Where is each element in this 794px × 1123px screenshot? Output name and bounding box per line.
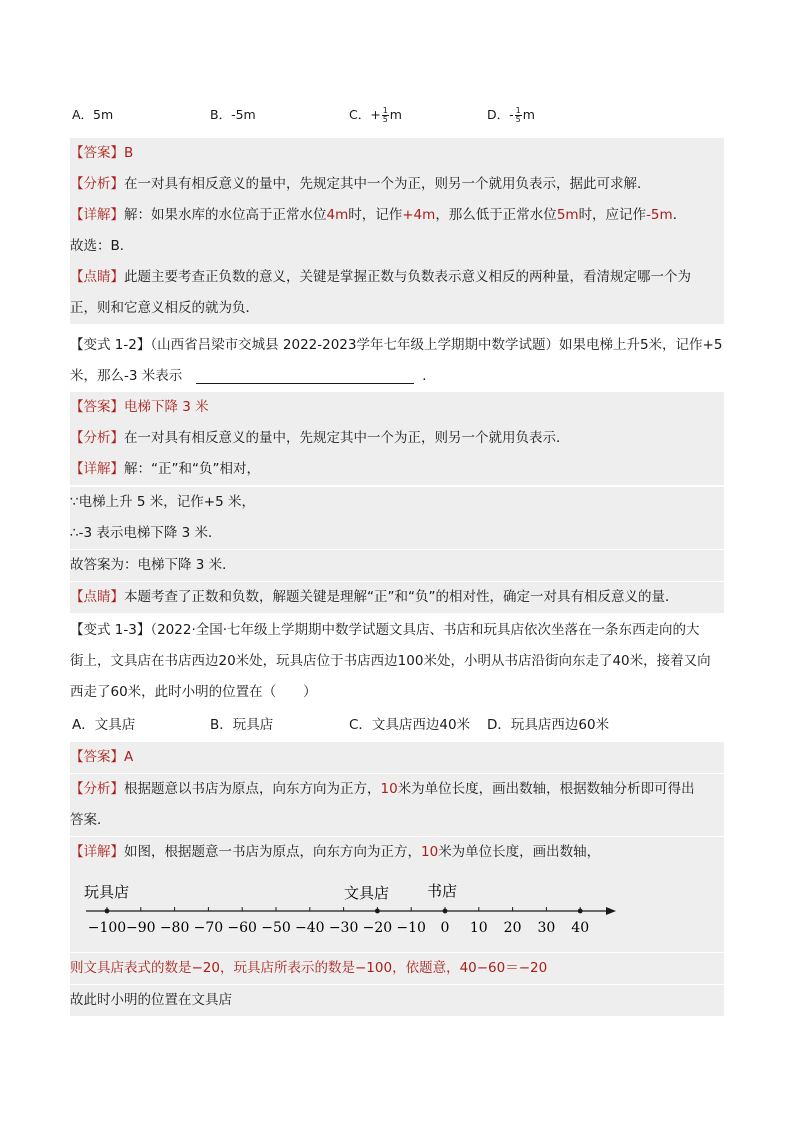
q1-option-c-prefix: C．+: [349, 107, 381, 122]
q3-option-a: A．文具店: [72, 717, 136, 733]
detail-text: 如图，根据题意一书店为原点，向东方向为正方，: [124, 844, 421, 860]
tick-label: −30: [328, 920, 359, 936]
tick-label: −20: [362, 920, 393, 936]
tick-label: 30: [537, 920, 556, 936]
detail-label: 【详解】: [70, 844, 124, 860]
tick-label: 10: [469, 920, 488, 936]
comment-label: 【点睛】: [70, 269, 124, 285]
q2-title-text: （山西省吕梁市交城县 2022-2023学年七年级上学期期中数学试题）如果电梯上升5米，记作+5: [150, 337, 723, 353]
arrow-right-icon: [606, 907, 616, 915]
q3-result: [70, 953, 724, 984]
q2-title-cont: [70, 361, 724, 392]
tick-label: −50: [261, 920, 291, 936]
detail-text: 解：如果水库的水位高于正常水位: [124, 207, 327, 223]
fraction-numerator: 1: [382, 106, 388, 115]
label-toy-store: 玩具店: [84, 883, 130, 901]
number-line-point: [105, 909, 110, 914]
tick-label: 20: [503, 920, 522, 936]
q3-title: [70, 615, 724, 646]
q3-option-b: B．玩具店: [210, 717, 274, 733]
answer-label: 【答案】: [70, 399, 124, 415]
q3-title-cont-2: 西走了60米，此时小明的位置在（ ）: [70, 684, 317, 700]
q2-comment: [70, 582, 724, 613]
detail-label: 【详解】: [70, 207, 124, 223]
q1-option-b: B．-5m: [210, 107, 256, 122]
detail-text: 时，应记作: [578, 207, 647, 223]
analysis-label: 【分析】: [70, 781, 124, 797]
q1-option-d-fraction: [515, 107, 522, 124]
comment-text: 此题主要考查正负数的意义，关键是掌握正数与负数表示意义相反的两种量，看清规定哪一个为: [124, 269, 691, 285]
number-line-point: [375, 909, 380, 914]
analysis-text: 在一对具有相反意义的量中，先规定其中一个为正，则另一个就用负表示，据此可求解．: [124, 176, 651, 192]
fraction-denominator: 5: [382, 115, 388, 124]
result-text: 则文具店表式的数是−20，玩具店所表示的数是−100，依题意，40−60＝−20: [70, 960, 548, 976]
number-line-figure: [70, 868, 724, 952]
q3-analysis: [70, 774, 724, 805]
q1-option-c: [349, 106, 402, 124]
q2-step-b: ∴-3 表示电梯下降 3 米．: [70, 518, 724, 549]
tick-label: 40: [571, 920, 590, 936]
detail-value: -5m: [646, 207, 673, 223]
number-line-point: [443, 909, 448, 914]
q3-title-label: 【变式 1-3】: [70, 622, 151, 638]
analysis-text: 在一对具有相反意义的量中，先规定其中一个为正，则另一个就用负表示．: [124, 430, 570, 446]
detail-text: ．: [672, 207, 687, 223]
tick-label: −70: [193, 920, 224, 936]
fraction-denominator: 5: [515, 115, 521, 124]
analysis-text: 根据题意以书店为原点，向东方向为正方，: [124, 781, 381, 797]
q3-option-c: C．文具店西边40米: [349, 717, 471, 733]
detail-value: 4m: [326, 207, 349, 223]
q2-analysis: [70, 423, 724, 454]
q1-option-a: A．5m: [72, 107, 114, 122]
q1-comment: [70, 262, 724, 293]
answer-label: 【答案】: [70, 749, 124, 765]
answer-value: 电梯下降 3 米: [124, 399, 209, 415]
answer-label: 【答案】: [70, 145, 124, 161]
tick-label: −40: [295, 920, 325, 936]
comment-text: 本题考查了正数和负数，解题关键是理解“正”和“负”的相对性，确定一对具有相反意义的量．: [124, 589, 679, 605]
q1-option-d-unit: m: [522, 107, 535, 122]
q2-title-text: 米，那么-3 米表示: [70, 368, 183, 384]
q3-title-text: （2022·全国·七年级上学期期中数学试题文具店、书店和玩具店依次坐落在一条东西走向的大: [150, 622, 700, 638]
analysis-text: 米为单位长度，画出数轴，根据数轴分析即可得出: [397, 781, 695, 797]
q3-title-cont: 街上，文具店在书店西边20米处，玩具店位于书店西边100米处，小明从书店沿街向东走了40米，接着又向: [70, 653, 711, 669]
q1-option-d-prefix: D．-: [487, 107, 514, 122]
detail-value: 5m: [556, 207, 579, 223]
tick-label: −90: [126, 920, 156, 936]
answer-blank: [196, 369, 414, 384]
label-stationery-store: 文具店: [344, 884, 390, 902]
q2-answer: [70, 392, 724, 423]
answer-value: A: [124, 749, 134, 765]
q3-answer: [70, 742, 724, 773]
number-line: [70, 868, 724, 952]
q2-step-c: 故答案为：电梯下降 3 米．: [70, 550, 724, 581]
q2-title-label: 【变式 1-2】: [70, 337, 151, 353]
q2-title: [70, 330, 724, 361]
detail-label: 【详解】: [70, 461, 124, 477]
tick-label: 0: [440, 920, 450, 936]
detail-text: ，那么低于正常水位: [435, 207, 557, 223]
q1-option-c-fraction: [382, 107, 389, 124]
q1-choose: 故选：B．: [70, 231, 724, 262]
detail-value: 10: [421, 844, 439, 860]
detail-text: 解：“正”和“负”相对，: [124, 461, 260, 477]
q1-analysis: [70, 169, 724, 200]
analysis-label: 【分析】: [70, 430, 124, 446]
q2-step-a: ∵电梯上升 5 米，记作+5 米，: [70, 487, 724, 518]
analysis-value: 10: [380, 781, 398, 797]
q3-option-d: D．玩具店西边60米: [487, 717, 610, 733]
label-bookstore: 书店: [427, 882, 458, 900]
detail-value: +4m: [402, 207, 436, 223]
detail-text: 米为单位长度，画出数轴，: [438, 844, 601, 860]
answer-value: B: [124, 145, 134, 161]
tick-label: −10: [396, 920, 426, 936]
fraction-numerator: 1: [515, 106, 521, 115]
q1-option-d: [487, 106, 535, 124]
tick-label: −100: [87, 920, 127, 936]
q2-title-end: ．: [422, 368, 436, 384]
q3-analysis-cont: 答案．: [70, 805, 724, 836]
comment-label: 【点睛】: [70, 589, 124, 605]
detail-text: 时，记作: [348, 207, 403, 223]
q3-conclusion: 故此时小明的位置在文具店: [70, 985, 724, 1016]
analysis-label: 【分析】: [70, 176, 124, 192]
q1-option-c-unit: m: [389, 107, 402, 122]
tick-label: −80: [159, 920, 190, 936]
q1-comment-cont: 正，则和它意义相反的就为负．: [70, 293, 724, 324]
q1-detail: [70, 200, 724, 231]
q2-detail: [70, 454, 724, 485]
q3-detail: [70, 837, 724, 868]
tick-label: −60: [227, 920, 257, 936]
number-line-point: [578, 909, 583, 914]
q1-answer: [70, 138, 724, 169]
